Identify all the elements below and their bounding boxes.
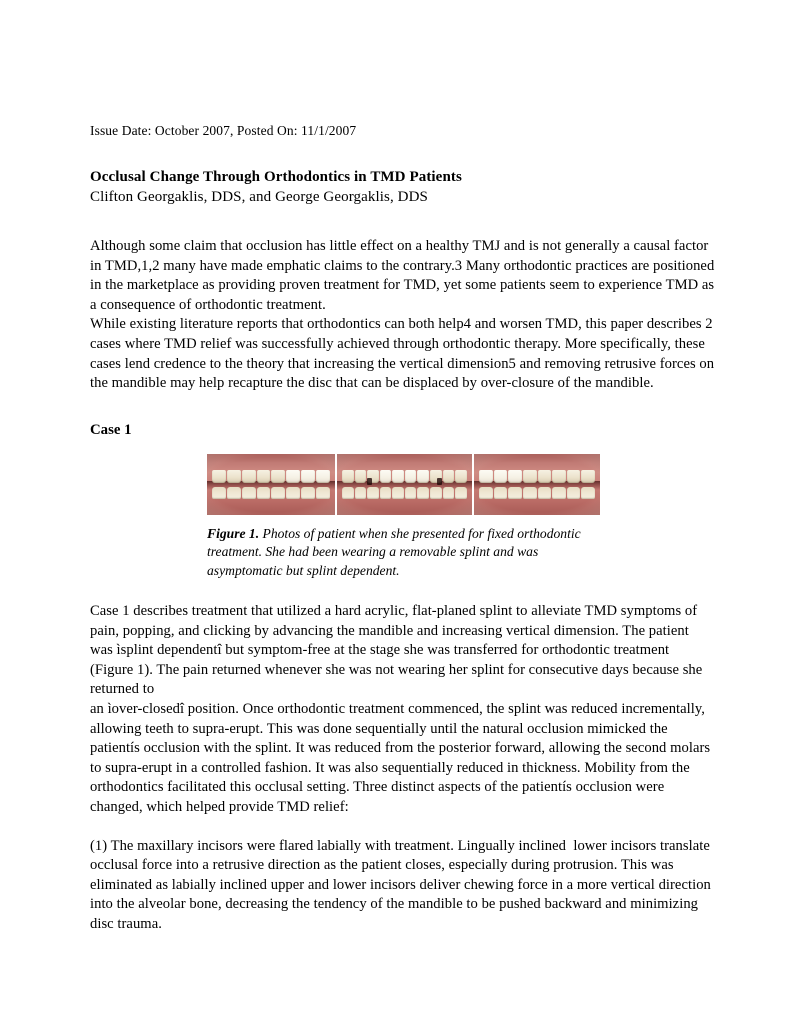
body-paragraph-1: Although some claim that occlusion has little effect on a healthy TMJ and is not generally a causal factor in TMD,1,2 many have made emphatic claims to the contrary.3 Many orthodontic practices are positioned in the marketplace as providing proven treatment for TMD, yet some patients seem to experience TMD as a consequence of orthodontic treatment. [90, 238, 718, 313]
title-block [90, 167, 715, 207]
document-content [90, 122, 718, 934]
author-byline: Clifton Georgaklis, DDS, and George Georgaklis, DDS [90, 189, 428, 205]
body-paragraph-2: While existing literature reports that orthodontics can both help4 and worsen TMD, this paper describes 2 cases where TMD relief was successfully achieved through orthodontic therapy. More specifically, these cases lend credence to the theory that increasing the vertical dimension5 and removing retrusive forces on the mandible may help recapture the disc that can be displaced by over-closure of the mandible. [90, 316, 718, 392]
body-paragraph-5: (1) The maxillary incisors were flared labially with treatment. Lingually inclined lower incisors translate occlusal force into a retrusive direction as the patient closes, especially during protrusion. This was eliminated as labially inclined upper and lower incisors deliver chewing force in a more vertical direction into the alveolar bone, decreasing the tendency of the mandible to be pushed backward and minimizing disc trauma. [90, 837, 715, 932]
page-title: Occlusal Change Through Orthodontics in TMD Patients [90, 169, 462, 185]
frontal-intraoral-photo [337, 454, 472, 515]
photo-vignette [337, 454, 472, 515]
right-lateral-intraoral-photo [474, 454, 600, 515]
figure-caption-label: Figure 1. [207, 525, 260, 541]
photo-vignette [474, 454, 600, 515]
intraoral-photo-strip [207, 454, 600, 515]
photo-vignette [207, 454, 335, 515]
section-heading-case-1: Case 1 [90, 421, 132, 438]
left-lateral-intraoral-photo [207, 454, 335, 515]
body-paragraph-4: an ìover-closedî position. Once orthodontic treatment commenced, the splint was reduced incrementally, allowing teeth to supra-erupt. This was done sequentially until the natural occlusion mimicked the patientís occlusion with the splint. It was reduced from the posterior forward, allowing the second molars to supra-erupt in a controlled fashion. It was also sequentially reduced in thickness. Mobility from the orthodontics facilitated this occlusal setting. Three distinct aspects of the patientís occlusion were changed, which helped provide TMD relief: [90, 700, 714, 815]
body-paragraph-3: Case 1 describes treatment that utilized a hard acrylic, flat-planed splint to alleviate TMD symptoms of pain, popping, and clicking by advancing the mandible and increasing vertical dimension. The patient was ìsplint dependentî but symptom-free at the stage she was transferred for orthodontic treatment (Figure 1). The pain returned whenever she was not wearing her splint for consecutive days because she returned to [90, 602, 706, 698]
figure-caption-text: Photos of patient when she presented for fixed orthodontic treatment. She had been wearing a removable splint and was asymptomatic but splint dependent. [207, 525, 585, 578]
issue-date-line: Issue Date: October 2007, Posted On: 11/1/2007 [90, 123, 357, 138]
figure-caption [207, 525, 600, 580]
figure-1 [207, 454, 600, 580]
